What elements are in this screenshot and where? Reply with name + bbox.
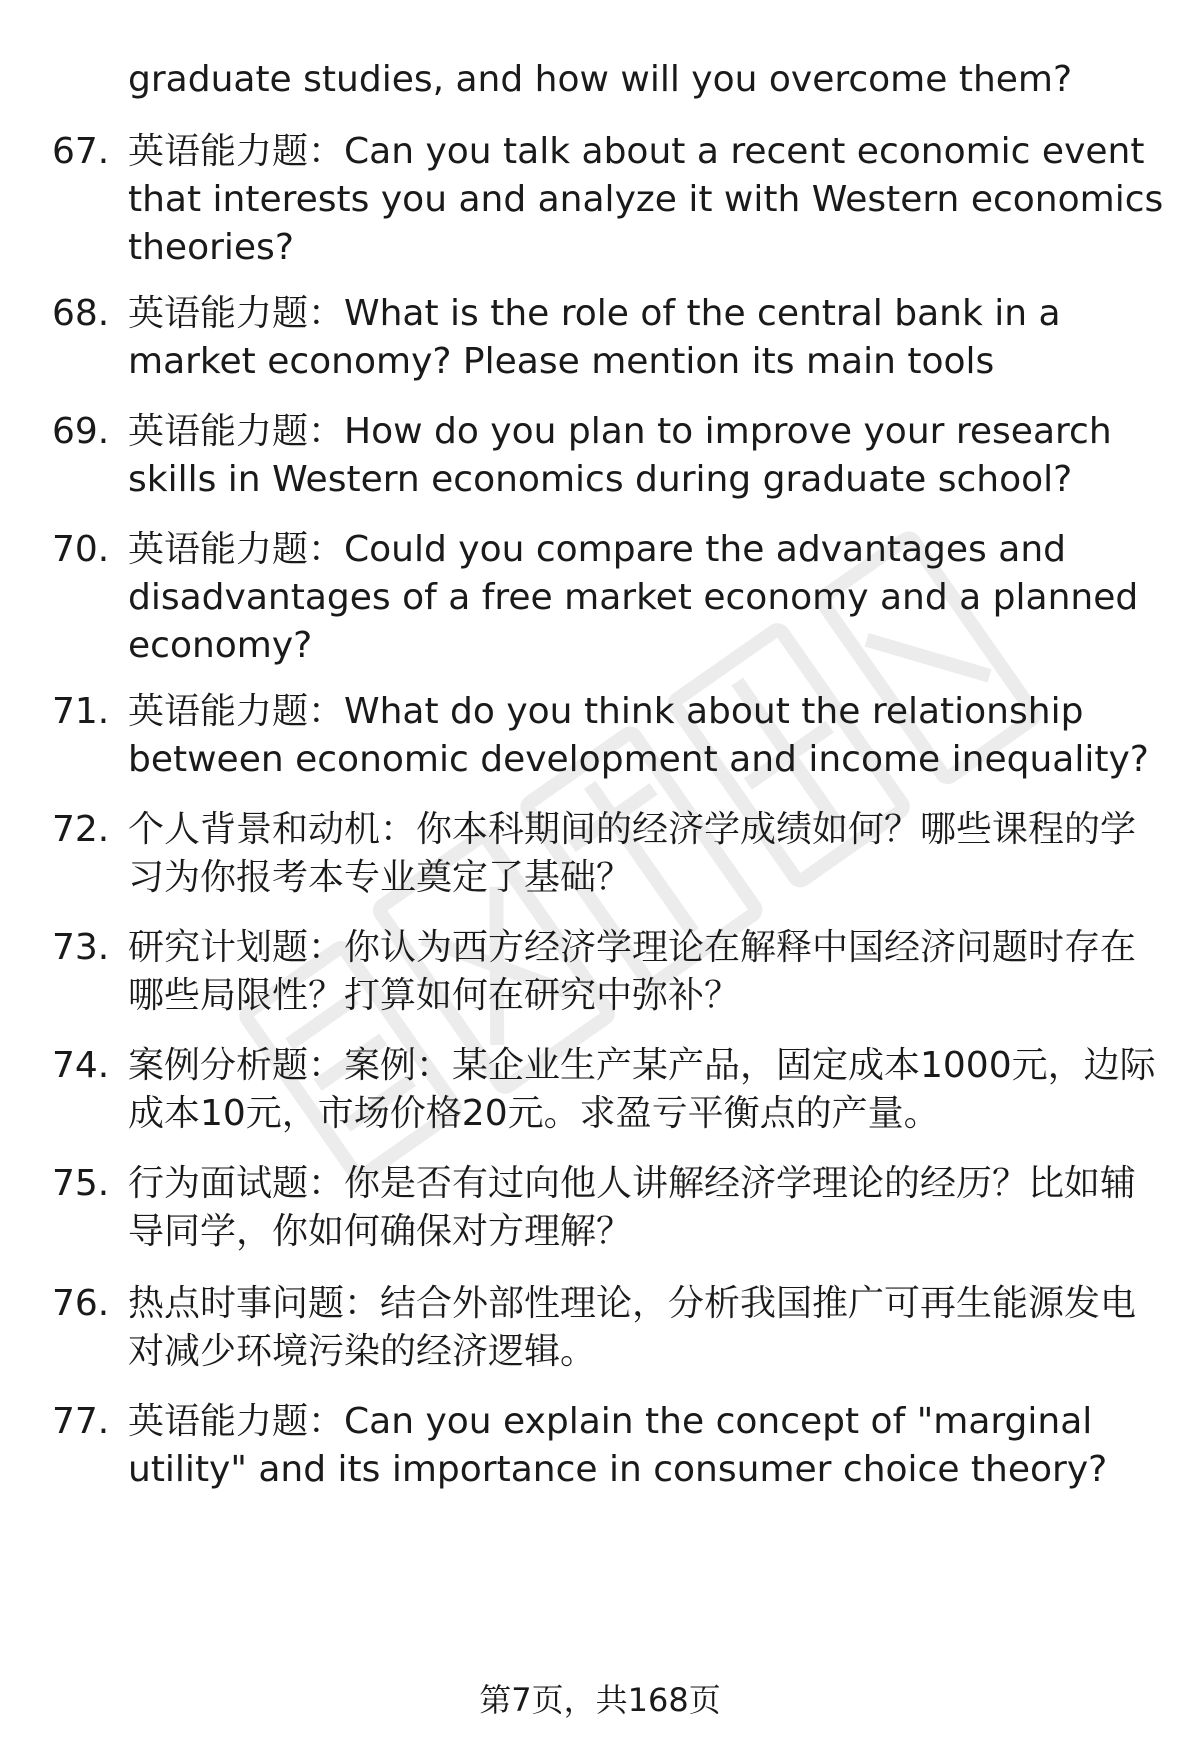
question-number: 77. xyxy=(52,1401,110,1442)
question-number: 72. xyxy=(52,809,110,850)
question-number: 69. xyxy=(52,411,110,452)
question-text: 英语能力题：How do you plan to improve your research skills in Western economics during graduate school? xyxy=(128,411,1112,500)
question-text: 英语能力题：What do you think about the relationship between economic development and income inequality? xyxy=(128,691,1149,780)
question-text: 研究计划题：你认为西方经济学理论在解释中国经济问题时存在哪些局限性？打算如何在研究中弥补？ xyxy=(128,927,1137,1016)
question-number: 74. xyxy=(52,1045,110,1086)
continued-question-text: graduate studies, and how will you overcome them? xyxy=(128,59,1073,100)
question-text: 英语能力题：What is the role of the central bank in a market economy? Please mention its main tools xyxy=(128,293,1061,382)
question-number: 67. xyxy=(52,131,110,172)
question-text: 热点时事问题：结合外部性理论，分析我国推广可再生能源发电对减少环境污染的经济逻辑。 xyxy=(128,1283,1137,1372)
question-number: 73. xyxy=(52,927,110,968)
question-number: 75. xyxy=(52,1163,110,1204)
question-text: 行为面试题：你是否有过向他人讲解经济学理论的经历？比如辅导同学，你如何确保对方理解？ xyxy=(128,1163,1137,1252)
question-number: 68. xyxy=(52,293,110,334)
question-text: 案例分析题：案例：某企业生产某产品，固定成本1000元，边际成本10元，市场价格20元。求盈亏平衡点的产量。 xyxy=(128,1045,1156,1134)
question-text: 个人背景和动机：你本科期间的经济学成绩如何？哪些课程的学习为你报考本专业奠定了基础？ xyxy=(128,809,1137,898)
question-number: 71. xyxy=(52,691,110,732)
question-number: 70. xyxy=(52,529,110,570)
question-text: 英语能力题：Could you compare the advantages and disadvantages of a free market economy and a planned economy? xyxy=(128,529,1139,666)
page-footer: 第7页，共168页 xyxy=(479,1681,721,1719)
question-number: 76. xyxy=(52,1283,110,1324)
question-text: 英语能力题：Can you talk about a recent economic event that interests you and analyze it with Western economics theories? xyxy=(128,131,1164,268)
question-text: 英语能力题：Can you explain the concept of "marginal utility" and its importance in consumer choice theory? xyxy=(128,1401,1108,1490)
